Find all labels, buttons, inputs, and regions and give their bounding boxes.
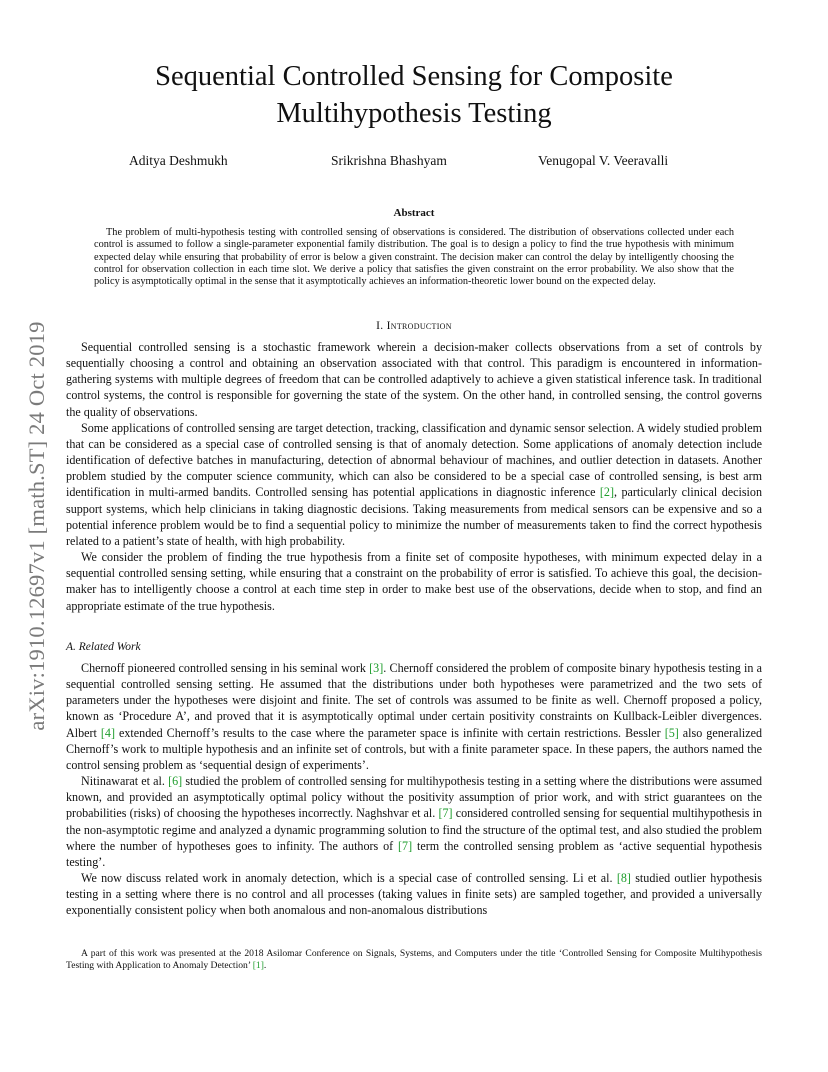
footnote (66, 948, 762, 972)
title-line-2: Multihypothesis Testing (276, 98, 552, 129)
footnote-punctuation: . (263, 960, 267, 972)
paper-title (70, 58, 758, 132)
paragraph-text: studied outlier hypothesis testing in a setting where there is no control and all processes (taking values in finite sets) are sampled together, and provided a universally exponentially consistent policy when both anomalous and non-anomalous distributions (66, 871, 762, 918)
abstract-heading: Abstract (393, 207, 435, 219)
citation-link[interactable]: [2] (599, 485, 615, 500)
author-name: Aditya Deshmukh (129, 153, 228, 168)
arxiv-stamp-text: arXiv:1910.12697v1 [math.ST] 24 Oct 2019 (24, 321, 49, 731)
footnote-text (66, 948, 762, 972)
section-heading-introduction: I. Introduction (376, 320, 452, 332)
paragraph-text: , particularly clinical decision support systems, which help clinicians in taking diagnostic decisions. Taking measurements from medical sensors can be expensive and so a potential inference problem would be to find a sequential policy to minimize the number of measurements taken to find the correct hypothesis related to a patient’s state of health, with high probability. (66, 485, 762, 548)
introduction-body (66, 339, 762, 614)
paragraph (66, 773, 762, 870)
citation-link[interactable]: [1] (252, 960, 264, 972)
paragraph-text: Some applications of controlled sensing are target detection, tracking, classification and dynamic sensor selection. A widely studied problem that can be considered as a special case of controlled sensing is that of anomaly detection. Some applications of anomaly detection include identification of defective batches in manufacturing, detection of abnormal behaviour of machines, and outlier detection in datasets. Another problem studied by the computer science community, which can also be considered to be a special case of controlled sensing, is best arm identification in multi-armed bandits. Controlled sensing has potential applications in diagnostic inference (66, 420, 762, 500)
footnote-body: A part of this work was presented at the 2018 Asilomar Conference on Signals, Systems, and Computers under the title ‘Controlled Sensing for Composite Multihypothesis Testing with Application to Anomaly Detection’ (66, 948, 762, 972)
citation-link[interactable]: [8] (616, 871, 631, 886)
paragraph-text: also generalized Chernoff’s work to multiple hypothesis and an infinite set of controls, but with a finite parameter space. In these papers, the authors named the control sensing problem as ‘sequential design of experiments’. (66, 725, 763, 772)
citation-link[interactable]: [5] (664, 725, 679, 740)
citation-link[interactable]: [4] (100, 725, 116, 740)
paragraph-text: . Chernoff considered the problem of composite binary hypothesis testing in a sequential controlled sensing setting. He assumed that the distributions under both hypotheses were parametrized and the two sets of parameters under the hypotheses were disjoint and finite. The set of controls was assumed to be finite as well. Chernoff proposed a policy, known as ‘Procedure A’, and proved that it is asymptotically optimal under certain positivity constraints on Kullback-Leibler divergences. Albert (66, 661, 763, 740)
citation-link[interactable]: [6] (168, 774, 183, 789)
paragraph (66, 870, 762, 918)
paragraph (66, 420, 762, 549)
paragraph-text: We consider the problem of finding the true hypothesis from a finite set of composite hypotheses, with minimum expected delay in a sequential controlled sensing setting, while ensuring that a constraint on the probability of error is satisfied. To achieve this goal, the decision-maker has to intelligently choose a control at each time step in order to make best use of the observations, decide when to stop, and find an appropriate estimate of the true hypothesis. (66, 550, 762, 613)
title-line-1: Sequential Controlled Sensing for Composite (155, 61, 673, 92)
paragraph (66, 339, 762, 420)
paragraph-text: considered controlled sensing for sequential multihypothesis in the non-asymptotic regime and analyzed a dynamic programming solution to find the structure of the optimal test, and also studied the problem where the number of hypotheses goes to infinity. The authors of (66, 806, 763, 853)
citation-link[interactable]: [7] (398, 838, 413, 853)
paragraph (66, 660, 762, 773)
citation-link[interactable]: [7] (438, 806, 453, 821)
subsection-heading-related-work: A. Related Work (66, 641, 141, 653)
paragraph-text: Nitinawarat et al. (81, 774, 169, 789)
author-name: Venugopal V. Veeravalli (538, 153, 669, 168)
paragraph-text: Sequential controlled sensing is a stochastic framework wherein a decision-maker collects observations from a set of controls by sequentially choosing a control and obtaining an observation associated with that control. This paradigm is encountered in information-gathering systems with multiple degrees of freedom that can be controlled adaptively to achieve a given statistical inference task. In traditional control systems, the control is responsible for governing the state of the system. On the other hand, in controlled sensing, the control governs the quality of observations. (66, 340, 762, 419)
paragraph-text: Chernoff pioneered controlled sensing in his seminal work (81, 661, 370, 675)
abstract-text: The problem of multi-hypothesis testing with controlled sensing of observations is considered. The distribution of observations collected under each control is assumed to follow a single-parameter exponential family distribution. The goal is to design a policy to find the true hypothesis with minimum expected delay while ensuring that probability of error is below a given constraint. The decision maker can control the delay by intelligently choosing the control for observation collection in each time slot. We derive a policy that satisfies the given constraint on the error probability. We also show that the policy is asymptotically optimal in the sense that it asymptotically achieves an information-theoretic lower bound on the expected delay. (94, 227, 734, 288)
author-name: Srikrishna Bhashyam (331, 153, 447, 168)
related-work-body (66, 660, 762, 919)
paragraph-text: extended Chernoff’s results to the case where the parameter space is infinite with certain restrictions. Bessler (115, 725, 665, 740)
citation-link[interactable]: [3] (369, 661, 384, 675)
paragraph-text: We now discuss related work in anomaly detection, which is a special case of controlled sensing. Li et al. (81, 871, 617, 886)
paragraph (66, 549, 762, 614)
arxiv-identifier-stamp (22, 276, 52, 776)
paragraph-text: studied the problem of controlled sensing for multihypothesis testing in a setting where the distributions were assumed known, and provided an asymptotically optimal policy without the positivity assumption of prior work, and with strict guarantees on the probabilities (risks) of choosing the hypotheses incorrectly. Naghshvar et al. (66, 774, 762, 821)
paragraph-text: term the controlled sensing problem as ‘active sequential hypothesis testing’. (66, 838, 762, 869)
